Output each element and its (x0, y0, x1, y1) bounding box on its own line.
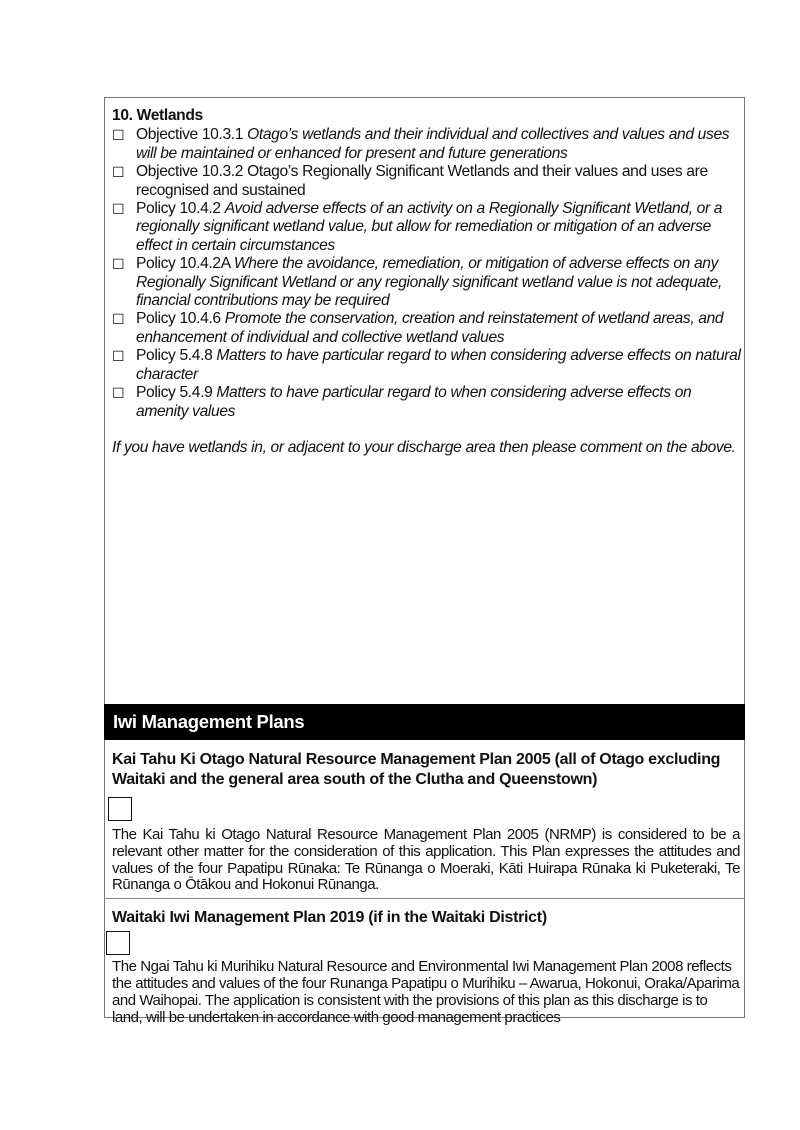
policy-item (112, 384, 742, 421)
kai-tahu-checkbox[interactable] (108, 797, 132, 821)
policy-text (136, 163, 742, 200)
checkbox-icon[interactable]: ☐ (112, 385, 125, 402)
checkbox-icon[interactable]: ☐ (112, 127, 125, 144)
policy-text (136, 255, 742, 310)
policy-description: Where the avoidance, remediation, or mitigation of adverse effects on any Regionally Significant Wetland or any regionally significant wetland value is not adequate, financial contributions may be required (136, 255, 722, 310)
policy-description: Matters to have particular regard to when considering adverse effects on amenity values (136, 384, 692, 420)
checkbox-icon[interactable]: ☐ (112, 164, 125, 181)
kai-tahu-section (112, 750, 740, 894)
waitaki-heading: Waitaki Iwi Management Plan 2019 (if in the Waitaki District) (112, 909, 547, 926)
policy-item (112, 126, 742, 163)
policy-description: Avoid adverse effects of an activity on a Regionally Significant Wetland, or a regionally significant wetland value, but allow for remediation or mitigation of an adverse effect in certain circumstances (136, 200, 723, 254)
instruction-text: If you have wetlands in, or adjacent to your discharge area then please comment on the above. (112, 438, 736, 456)
policy-ref: Objective 10.3.1 (136, 126, 244, 144)
policy-ref: Policy 10.4.2A (136, 255, 230, 273)
policy-description: Matters to have particular regard to when considering adverse effects on natural character (136, 347, 741, 383)
waitaki-checkbox[interactable] (106, 931, 130, 955)
policy-text (136, 384, 742, 421)
wetlands-section (112, 107, 742, 457)
policy-ref: Policy 5.4.9 (136, 384, 213, 402)
iwi-section-header: Iwi Management Plans (104, 704, 745, 740)
policy-description: Otago’s wetlands and their individual and collectives and values and uses will be maintained or enhanced for present and future generations (136, 126, 730, 162)
policy-ref: Policy 10.4.2 (136, 200, 221, 218)
kai-tahu-body: The Kai Tahu ki Otago Natural Resource Management Plan 2005 (NRMP) is considered to be a relevant other matter for the consideration of this application. This Plan expresses the attitudes and values of the four Papatipu Rūnaka: Te Rūnanga o Moeraki, Kāti Huirapa Rūnaka ki Puketeraki, Te Rūnanga o Ōtākou and Hokonui Rūnanga. (112, 826, 740, 894)
policy-item (112, 310, 742, 347)
waitaki-section (112, 902, 740, 1026)
checkbox-icon[interactable]: ☐ (112, 256, 125, 273)
kai-tahu-heading: Kai Tahu Ki Otago Natural Resource Management Plan 2005 (all of Otago excluding Waitaki and the general area south of the Clutha and Queenstown) (112, 751, 721, 788)
policy-item (112, 347, 742, 384)
policy-item (112, 163, 742, 200)
checkbox-icon[interactable]: ☐ (112, 201, 125, 218)
policy-description: Promote the conservation, creation and reinstatement of wetland areas, and enhancement of individual and collective wetland values (136, 310, 724, 346)
policy-text (136, 126, 742, 163)
policy-ref: Policy 10.4.6 (136, 310, 221, 328)
policy-ref: Objective 10.3.2 (136, 163, 244, 181)
policy-text (136, 347, 742, 384)
policy-item (112, 255, 742, 310)
policy-description: Otago’s Regionally Significant Wetlands and their values and uses are recognised and sustained (136, 163, 708, 199)
checkbox-icon[interactable]: ☐ (112, 348, 125, 365)
checkbox-icon[interactable]: ☐ (112, 311, 125, 328)
waitaki-body: The Ngai Tahu ki Murihiku Natural Resource and Environmental Iwi Management Plan 2008 reflects the attitudes and values of the four Runanga Papatipu o Murihiku – Awarua, Hokonui, Oraka/Aparima and Waihopai. The application is consistent with the provisions of this plan as this discharge is to land, will be undertaken in accordance with good management practices (112, 957, 740, 1026)
policy-text (136, 200, 742, 255)
divider (104, 898, 745, 899)
policy-ref: Policy 5.4.8 (136, 347, 213, 365)
policy-text (136, 310, 742, 347)
section-heading: 10. Wetlands (112, 107, 203, 124)
policy-item (112, 200, 742, 255)
